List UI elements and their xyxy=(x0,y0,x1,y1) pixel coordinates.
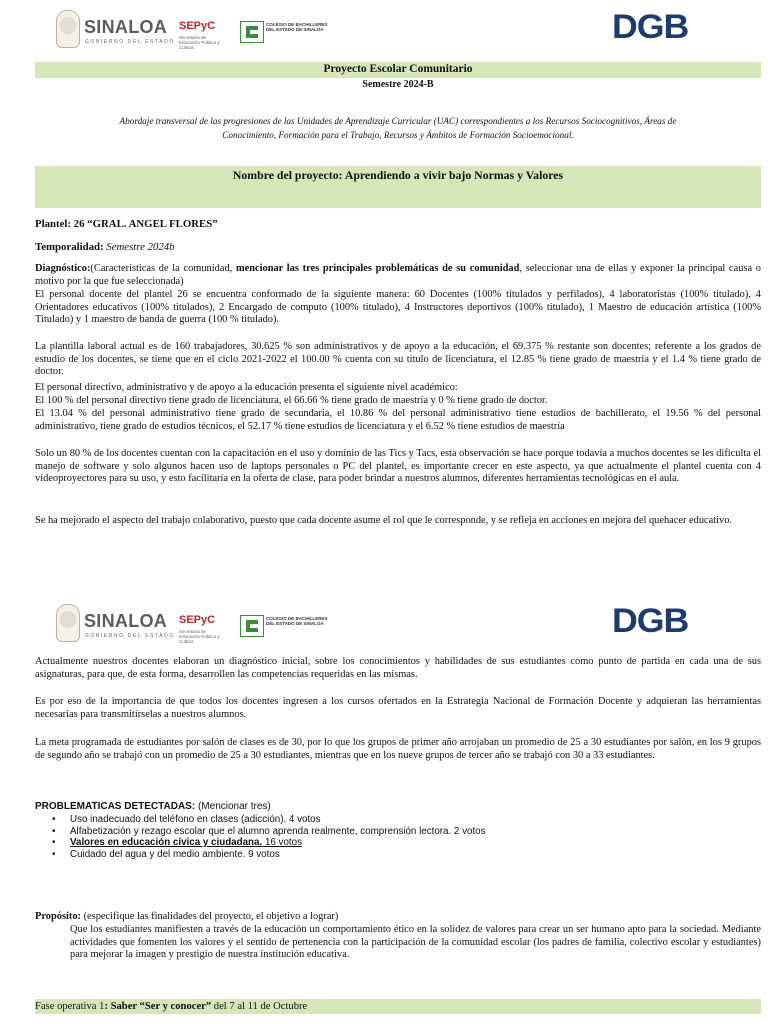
sinaloa-logo: SINALOA xyxy=(84,17,168,37)
sepyc-logo: SEPyC xyxy=(179,20,216,32)
header-logos-page-2 xyxy=(0,602,768,650)
diagnostico-paragraph-5: El 13.04 % del personal administrativo tiene grado de secundaria, el 10.86 % del personal administrativo tiene estudios de bachillerato, el 19.56 % del personal administrativo, tiene grado de estudios técnicos, el 52.17 % tiene estudios de licenciatura y el 6.52 % tiene estudios de maestría xyxy=(35,408,761,432)
cobaes-logo-icon xyxy=(240,615,264,637)
cobaes-text: COLEGIO DE BACHILLERES DEL ESTADO DE SINALOA xyxy=(266,22,328,32)
gobierno-text: GOBIERNO DEL ESTADO xyxy=(85,633,175,639)
diagnostico-intro-a: (Características de la comunidad, xyxy=(90,263,236,274)
problematicas-note: (Mencionar tres) xyxy=(195,801,271,812)
cobaes-text: COLEGIO DE BACHILLERES DEL ESTADO DE SINALOA xyxy=(266,616,328,626)
page2-paragraph-3: La meta programada de estudiantes por salón de clases es de 30, por lo que los grupos de primer año arrojaban un promedio de 25 a 30 estudiantes por salón, en los 9 grupos de segundo año se trabajó con un promedio de 25 a 30 estudiantes, mientras que en los nueve grupos de tercer año se trabajó con 30 a 33 estudiantes. xyxy=(35,737,761,761)
proposito-text: Que los estudiantes manifiesten a través de la educación un comportamiento ético en la solidez de valores para crear un ser humano apto para la sociedad. Mediante actividades que fomenten los valores y el sentido de pertenencia con la participación de la comunidad escolar (los padres de familia, colectivo escolar y estudiantes) para mejorar la imagen y prestigio de nuestra institución educativa. xyxy=(70,924,761,961)
fase-prefix: Fase operativa 1 xyxy=(35,1001,105,1012)
diagnostico-intro-bold: mencionar las tres principales problemáticas de su comunidad xyxy=(235,263,520,274)
diagnostico-paragraph-1: El personal docente del plantel 26 se encuentra conformado de la siguiente manera: 60 Docentes (100% titulados y perfilados), 4 laboratoristas (100% titulado), 4 Orientadores educativos (100% titulados), 2 Encargado de computo (100% titulado), 4 Instructores deportivos (100% titulado), 1 Maestro de educación artística (100% Titulado) y 1 maestro de banda de guerra (100 % titulado). xyxy=(35,289,761,326)
list-item-selected xyxy=(52,837,552,849)
semester-label: Semestre 2024-B xyxy=(362,79,434,90)
problematicas-list xyxy=(52,814,552,860)
dgb-logo: DGB xyxy=(612,8,689,46)
diagnostico-paragraph-6: Solo un 80 % de los docentes cuentan con la capacitación en el uso y dominio de las Tics y Tacs, esta observación se hace porque todavía a muchos docentes se les dificulta el manejo de software y solo algunos hacen uso de laptops personales o PC del plantel, es importante crecer en este aspecto, ya que actualmente el plantel cuenta con 4 videoproyectores para su uso, y esto facilitaría en la oferta de clase, para poder brindar a nuestros alumnos, diferentes herramientas tecnológicas en el aula. xyxy=(35,448,761,485)
page2-paragraph-2: Es por eso de la importancia de que todos los docentes ingresen a los cursos ofertados en la Estrategia Nacional de Formación Docente y adquieran las herramientas necesarias para transmitírselas a nuestros alumnos. xyxy=(35,696,761,720)
diagnostico-paragraph-4: El 100 % del personal directivo tiene grado de licenciatura, el 66.66 % tiene grado de maestría y 0 % tiene grado de doctor. xyxy=(35,395,548,406)
proposito-label: Propósito: xyxy=(35,911,81,922)
cobaes-logo-icon xyxy=(240,21,264,43)
proposito-heading xyxy=(35,911,338,924)
state-seal-icon xyxy=(56,604,80,642)
fase-title: : Saber “Ser y conocer” xyxy=(104,1001,212,1012)
page2-paragraph-1: Actualmente nuestros docentes elaboran un diagnóstico inicial, sobre los conocimientos y habilidades de sus estudiantes como punto de partida en cada una de sus asignaturas, para que, de esta forma, desarrollen las competencias requeridas en las mismas. xyxy=(35,656,761,680)
plantel-label: Plantel: 26 “GRAL. ANGEL FLORES” xyxy=(35,218,218,230)
temporalidad xyxy=(35,240,175,254)
sinaloa-logo: SINALOA xyxy=(84,611,168,631)
list-item: • Alfabetización y rezago escolar que el alumno aprenda realmente, comprensión lectora. 2 votos xyxy=(52,826,552,838)
subtitle-line-1: Abordaje transversal de las progresiones de las Unidades de Aprendizaje Curricular (UAC) correspondientes a los Recursos Sociocognitivos, Áreas de xyxy=(119,116,677,126)
sepyc-logo: SEPyC xyxy=(179,614,216,626)
selected-problem: Valores en educación cívica y ciudadana. xyxy=(70,837,263,849)
dgb-logo: DGB xyxy=(612,602,689,640)
list-item: • Uso inadecuado del teléfono en clases (adicción). 4 votos xyxy=(52,814,552,826)
proposito-note: (especifique las finalidades del proyecto, el objetivo a lograr) xyxy=(81,911,339,922)
subtitle-line-2: Conocimiento, Formación para el Trabajo, Recursos y Ámbitos de Formación Socioemocional. xyxy=(222,130,574,140)
diagnostico-label: Diagnóstico: xyxy=(35,263,91,274)
fase-dates: del 7 al 11 de Octubre xyxy=(211,1001,308,1012)
project-name: Nombre del proyecto: Aprendiendo a vivir bajo Normas y Valores xyxy=(232,168,564,182)
fase-operativa xyxy=(35,1000,307,1013)
temporalidad-value: Semestre 2024b xyxy=(106,241,175,253)
diagnostico-intro-b: , seleccionar una de ellas y exponer la principal causa o motivo por la que fue seleccionada) xyxy=(35,263,762,287)
temporalidad-label: Temporalidad: xyxy=(35,241,104,253)
document-title: Proyecto Escolar Comunitario xyxy=(323,63,473,75)
header-logos xyxy=(0,8,768,56)
diagnostico-intro xyxy=(35,263,761,288)
sepyc-subtitle: Secretaría de Educación Pública y Cultura xyxy=(179,35,220,50)
diagnostico-paragraph-7: Se ha mejorado el aspecto del trabajo colaborativo, puesto que cada docente asume el rol que le corresponde, y se refleja en acciones en mejora del quehacer educativo. xyxy=(35,515,733,526)
sepyc-subtitle: Secretaría de Educación Pública y Cultura xyxy=(179,629,220,644)
problematicas-heading xyxy=(35,801,271,813)
selected-problem-votes: 16 votos xyxy=(262,837,302,849)
list-item: • Cuidado del agua y del medio ambiente. 9 votos xyxy=(52,849,552,861)
diagnostico-paragraph-2: La plantilla laboral actual es de 160 trabajadores, 30.625 % son administrativos y de apoyo a la educación, el 69.375 % restante son docentes; referente a los grados de estudio de los docentes, se tiene que en el ciclo 2021-2022 el 100.00 % cuenta con su título de licenciatura, el 12.85 % tiene grado de maestría y el 1.4 % tiene grado de doctor. xyxy=(35,341,761,378)
diagnostico-paragraph-3: El personal directivo, administrativo y de apoyo a la educación presenta el siguiente nivel académico: xyxy=(35,382,458,393)
state-seal-icon xyxy=(56,10,80,48)
problematicas-label: PROBLEMATICAS DETECTADAS: xyxy=(35,801,196,812)
gobierno-text: GOBIERNO DEL ESTADO xyxy=(85,39,175,45)
